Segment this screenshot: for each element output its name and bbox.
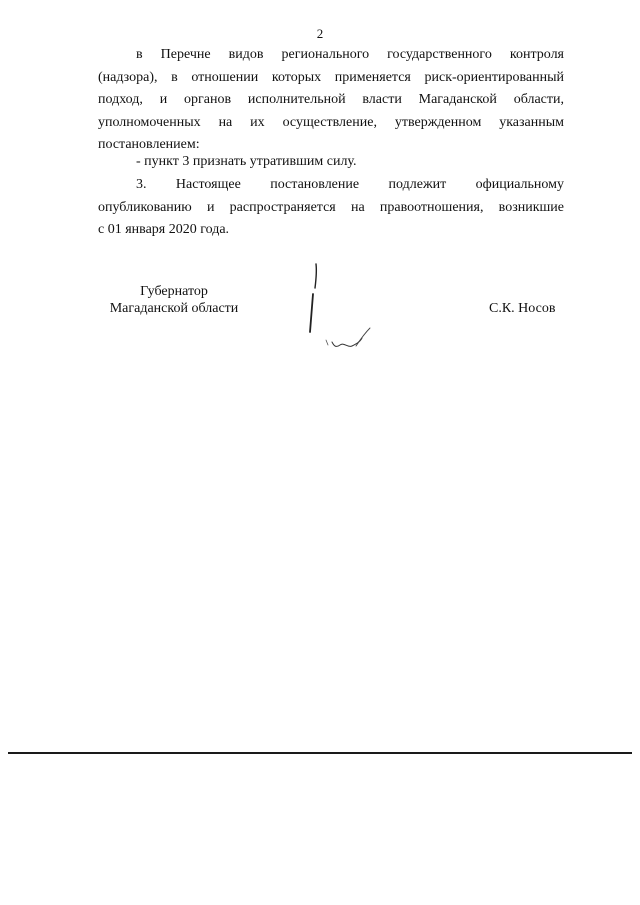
handwritten-signature — [296, 258, 386, 358]
paragraph-1-line: в Перечне видов регионального государственного контроля — [136, 47, 564, 62]
signatory-name: С.К. Носов — [489, 301, 556, 316]
paragraph-3 — [98, 174, 564, 242]
paragraph-1-line: постановлением: — [98, 137, 200, 152]
paragraph-1-line: подход, и органов исполнительной власти Магаданской области, — [98, 92, 564, 107]
paragraph-1-line: (надзора), в отношении которых применяется риск-ориентированный — [98, 69, 564, 85]
position-region: Магаданской области — [109, 301, 239, 316]
paragraph-3-line: 3. Настоящее постановление подлежит официальному — [136, 177, 564, 192]
paragraph-3-line: с 01 января 2020 года. — [98, 222, 230, 237]
paragraph-1 — [98, 44, 564, 157]
position-title: Губернатор — [140, 284, 208, 299]
list-item: - пункт 3 признать утратившим силу. — [136, 154, 357, 169]
bottom-divider — [8, 752, 632, 754]
page-number: 2 — [316, 26, 324, 41]
paragraph-3-line: опубликованию и распространяется на правоотношения, возникшие — [98, 199, 564, 215]
paragraph-1-line: уполномоченных на их осуществление, утвержденном указанным — [98, 114, 564, 130]
signatory-position — [96, 283, 252, 317]
